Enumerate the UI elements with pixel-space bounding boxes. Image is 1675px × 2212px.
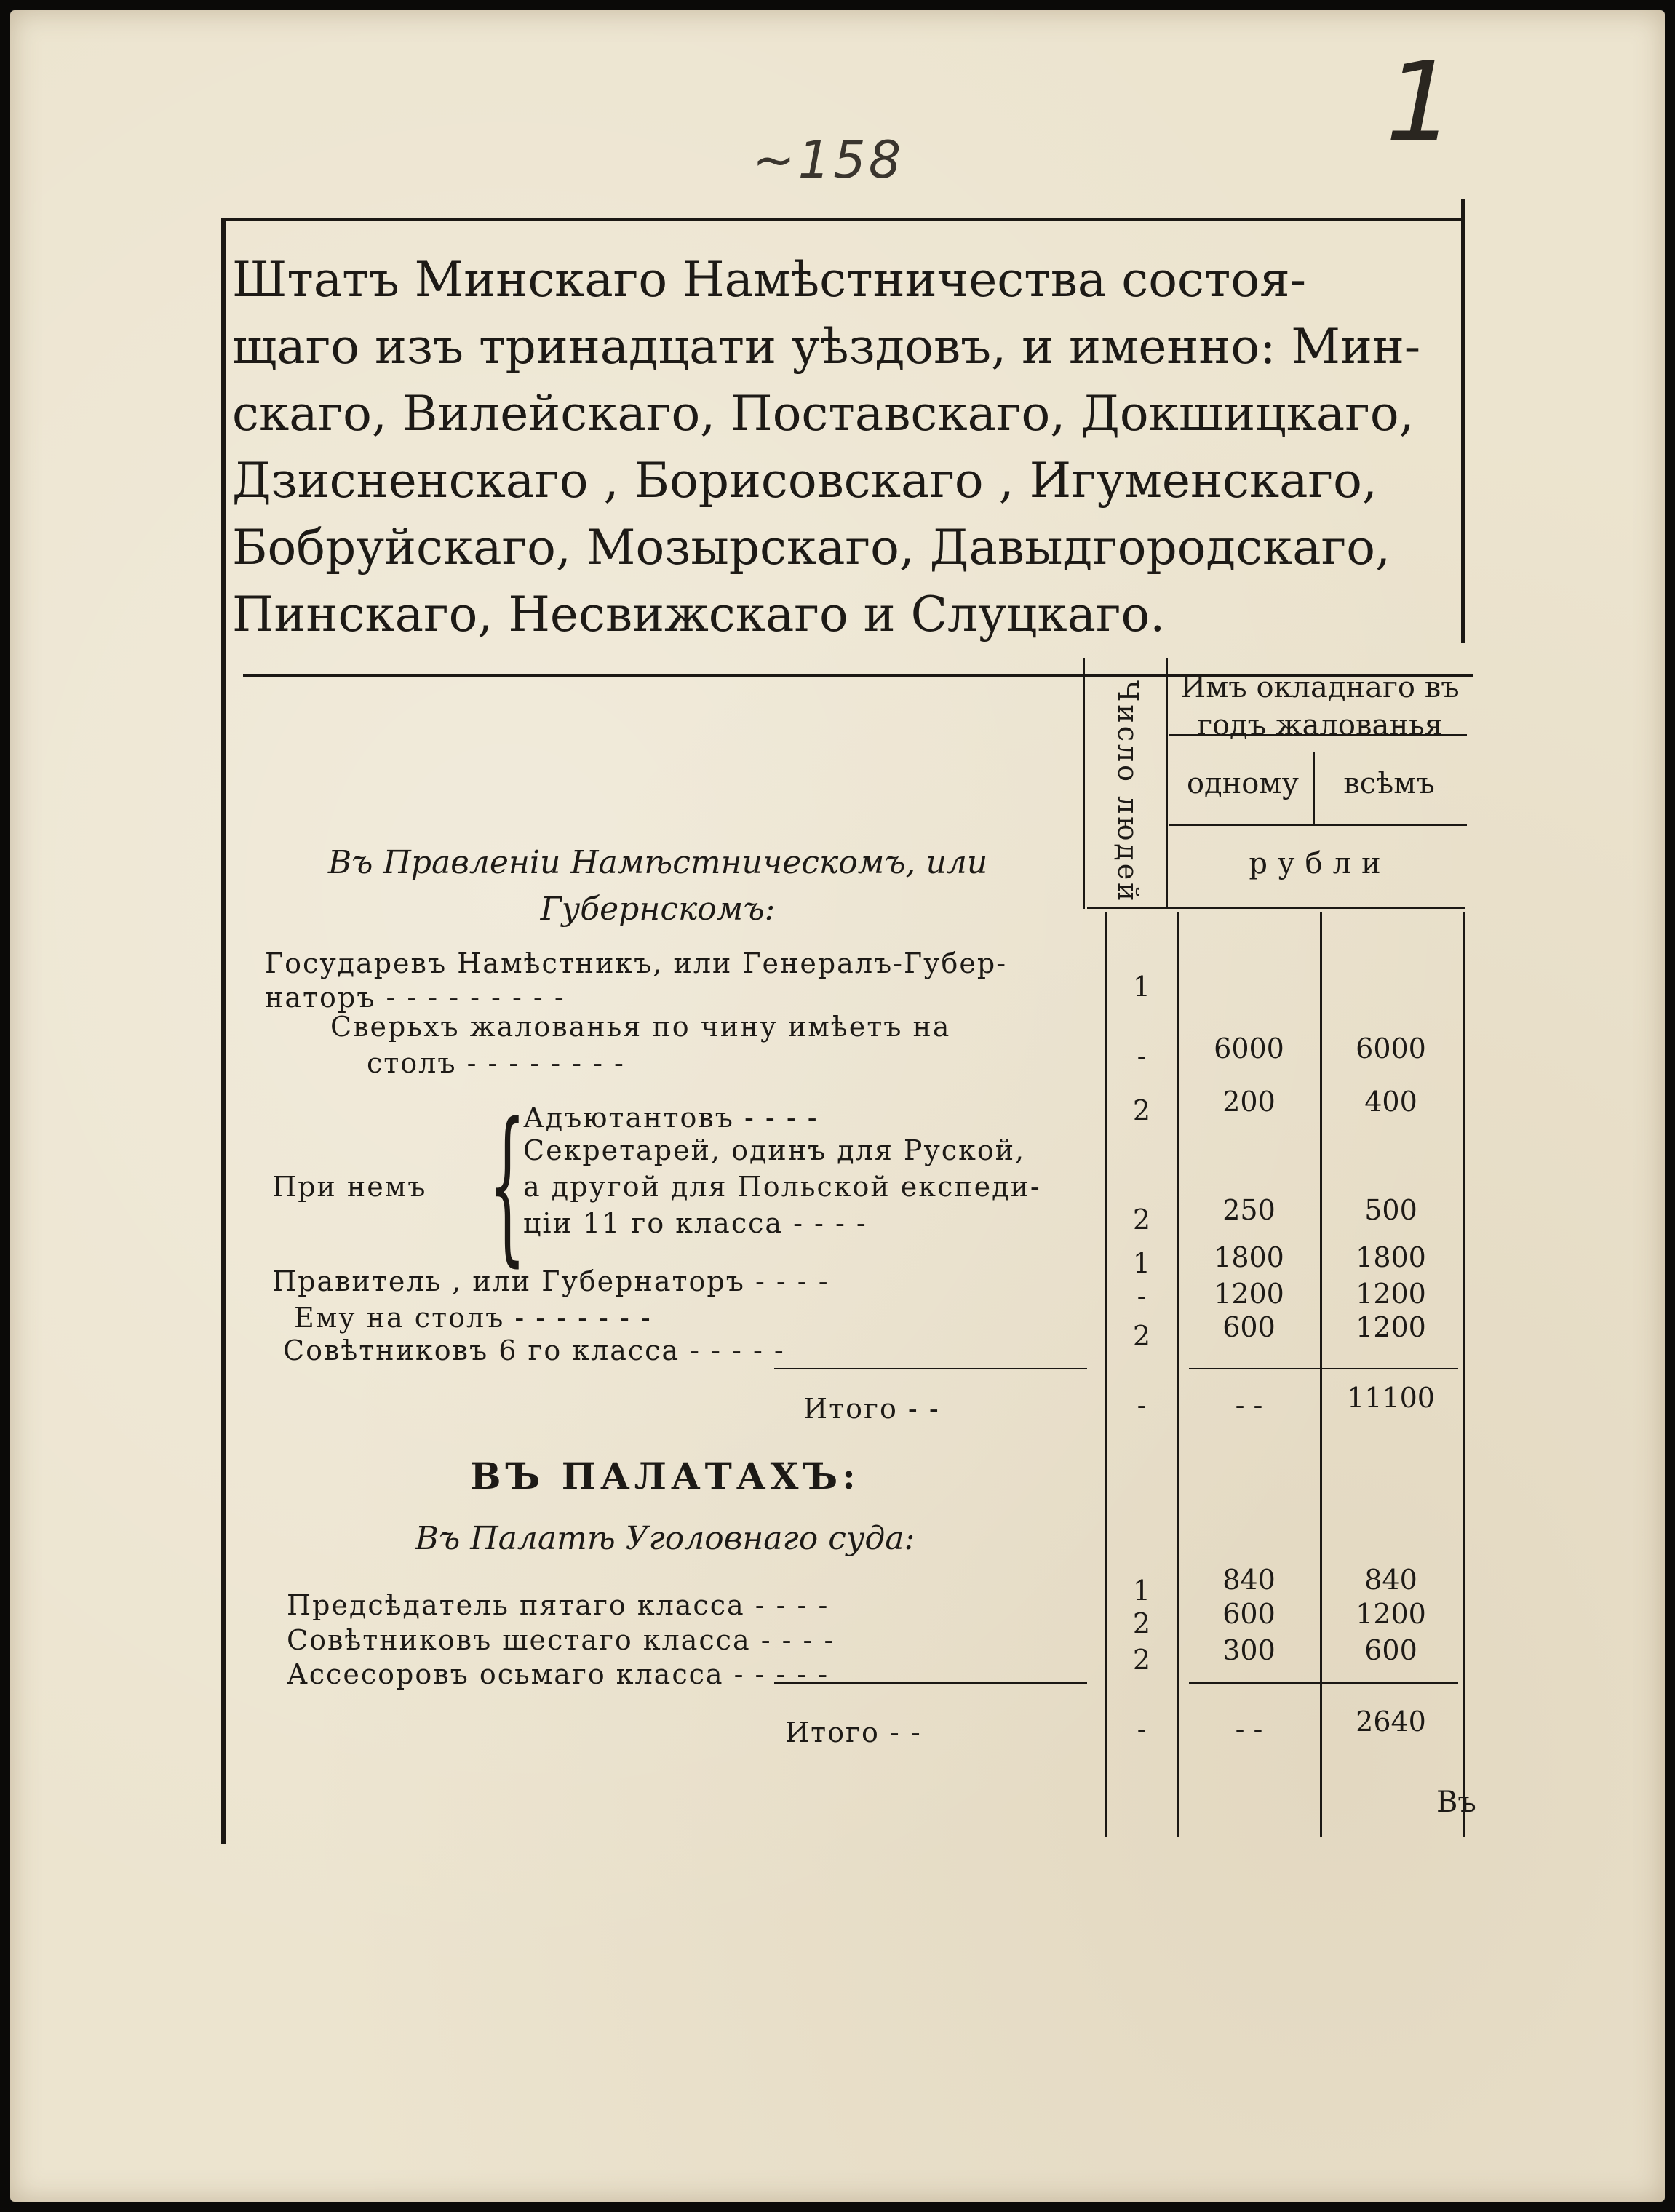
catchword: Въ: [1436, 1786, 1476, 1819]
row-people: -: [1137, 1040, 1147, 1072]
body-col-rule-people: [1105, 912, 1107, 1837]
title-line: Бобруйскаго, Мозырскаго, Давыдгородскаго,: [232, 520, 1390, 576]
row-text: столъ - - - - - - - -: [367, 1047, 625, 1079]
row-all: 1200: [1356, 1278, 1426, 1310]
total-label: Итого - -: [803, 1393, 940, 1425]
row-text: Сверьхъ жалованья по чину имѣетъ на: [330, 1011, 951, 1043]
header-unit: рубли: [1249, 847, 1391, 880]
total-people: -: [1137, 1389, 1147, 1421]
title-line: Дзисненскаго , Борисовскаго , Игуменскаго,: [232, 453, 1377, 509]
row-all: 6000: [1356, 1033, 1426, 1065]
total-per-one: - -: [1235, 1389, 1263, 1421]
total-per-one: - -: [1235, 1713, 1263, 1745]
total-all: 11100: [1347, 1382, 1435, 1414]
row-text: Правитель , или Губернаторъ - - - -: [272, 1265, 829, 1297]
row-all: 840: [1364, 1564, 1417, 1596]
pencil-annotation: ~158: [752, 130, 904, 190]
table-rule-subheads: [1169, 824, 1467, 826]
body-col-rule-one: [1320, 912, 1322, 1837]
row-per-one: 840: [1222, 1564, 1276, 1596]
subtotal-rule-2b: [1189, 1682, 1458, 1684]
row-text: Секретарей, одинъ для Руской,: [523, 1134, 1026, 1166]
row-per-one: 600: [1222, 1311, 1276, 1343]
header-all: всѣмъ: [1343, 767, 1435, 800]
row-text: Адъютантовъ - - - -: [523, 1102, 819, 1134]
brace-label: При немъ: [272, 1171, 427, 1203]
row-people: 2: [1132, 1607, 1151, 1639]
row-per-one: 200: [1222, 1086, 1276, 1118]
total-label: Итого - -: [785, 1716, 922, 1748]
row-all: 600: [1364, 1634, 1417, 1666]
table-col-rule-one-all: [1313, 752, 1315, 825]
brace-bracket: {: [488, 1088, 526, 1282]
body-col-rule-people2: [1177, 912, 1179, 1837]
row-per-one: 1200: [1214, 1278, 1284, 1310]
section1-heading: Въ Правленіи Намѣстническомъ, или Губернскомъ:: [327, 844, 988, 928]
row-text: а другой для Польской експеди-: [523, 1171, 1041, 1203]
subtotal-rule-1: [774, 1368, 1087, 1369]
title-line: Пинскаго, Несвижскаго и Слуцкаго.: [232, 586, 1166, 642]
header-salary-group: [1174, 669, 1465, 744]
row-people: -: [1137, 1280, 1147, 1312]
header-salary-text: Имъ окладнаго въ годъ жалованья: [1180, 671, 1460, 742]
row-per-one: 250: [1222, 1194, 1276, 1226]
section2-subheading: Въ Палатѣ Уголовнаго суда:: [415, 1520, 915, 1557]
row-per-one: 600: [1222, 1598, 1276, 1630]
subtotal-rule-1b: [1189, 1368, 1458, 1369]
header-people: Число людей: [1112, 680, 1144, 904]
row-all: 1200: [1356, 1311, 1426, 1343]
frame-top-rule: [221, 218, 1465, 221]
row-all: 500: [1364, 1194, 1417, 1226]
table-col-rule-people-right: [1166, 658, 1168, 909]
row-text: Ему на столъ - - - - - - -: [294, 1302, 652, 1334]
row-people: 1: [1132, 1247, 1151, 1279]
row-text: ціи 11 го класса - - - -: [523, 1207, 867, 1239]
table-col-rule-people-left: [1083, 658, 1085, 909]
row-all: 1800: [1356, 1241, 1426, 1273]
row-per-one: 6000: [1214, 1033, 1284, 1065]
document-page: [10, 10, 1665, 2202]
row-per-one: 300: [1222, 1634, 1276, 1666]
row-people: 2: [1132, 1204, 1151, 1236]
section2-heading: ВЪ ПАЛАТАХЪ:: [470, 1455, 860, 1497]
header-per-one: одному: [1186, 767, 1300, 800]
title-line: скаго, Вилейскаго, Поставскаго, Докшицкаго,: [232, 386, 1415, 442]
title-line: Штатъ Минскаго Намѣстничества состоя-: [232, 252, 1307, 308]
row-people: 1: [1132, 971, 1151, 1003]
body-col-rule-all: [1463, 912, 1465, 1837]
folio-number: 1: [1385, 39, 1455, 166]
row-text: Совѣтниковъ шестаго класса - - - -: [287, 1624, 835, 1656]
row-all: 400: [1364, 1086, 1417, 1118]
row-text: Ассесоровъ осьмаго класса - - - - -: [287, 1658, 829, 1690]
total-people: -: [1137, 1713, 1147, 1745]
row-all: 1200: [1356, 1598, 1426, 1630]
title-line: щаго изъ тринадцати уѣздовъ, и именно: Мин-: [232, 319, 1421, 375]
row-people: 2: [1132, 1644, 1151, 1676]
row-people: 1: [1132, 1575, 1151, 1607]
row-text: наторъ - - - - - - - - -: [265, 982, 565, 1014]
document-title: [232, 247, 1469, 648]
row-text: Совѣтниковъ 6 го класса - - - - -: [283, 1334, 785, 1366]
row-people: 2: [1132, 1094, 1151, 1126]
row-text: Предсѣдатель пятаго класса - - - -: [287, 1589, 829, 1621]
total-all: 2640: [1356, 1706, 1426, 1738]
row-per-one: 1800: [1214, 1241, 1284, 1273]
row-people: 2: [1132, 1320, 1151, 1352]
row-text: Государевъ Намѣстникъ, или Генералъ-Губер-: [265, 947, 1008, 979]
frame-left-rule: [221, 218, 226, 1844]
